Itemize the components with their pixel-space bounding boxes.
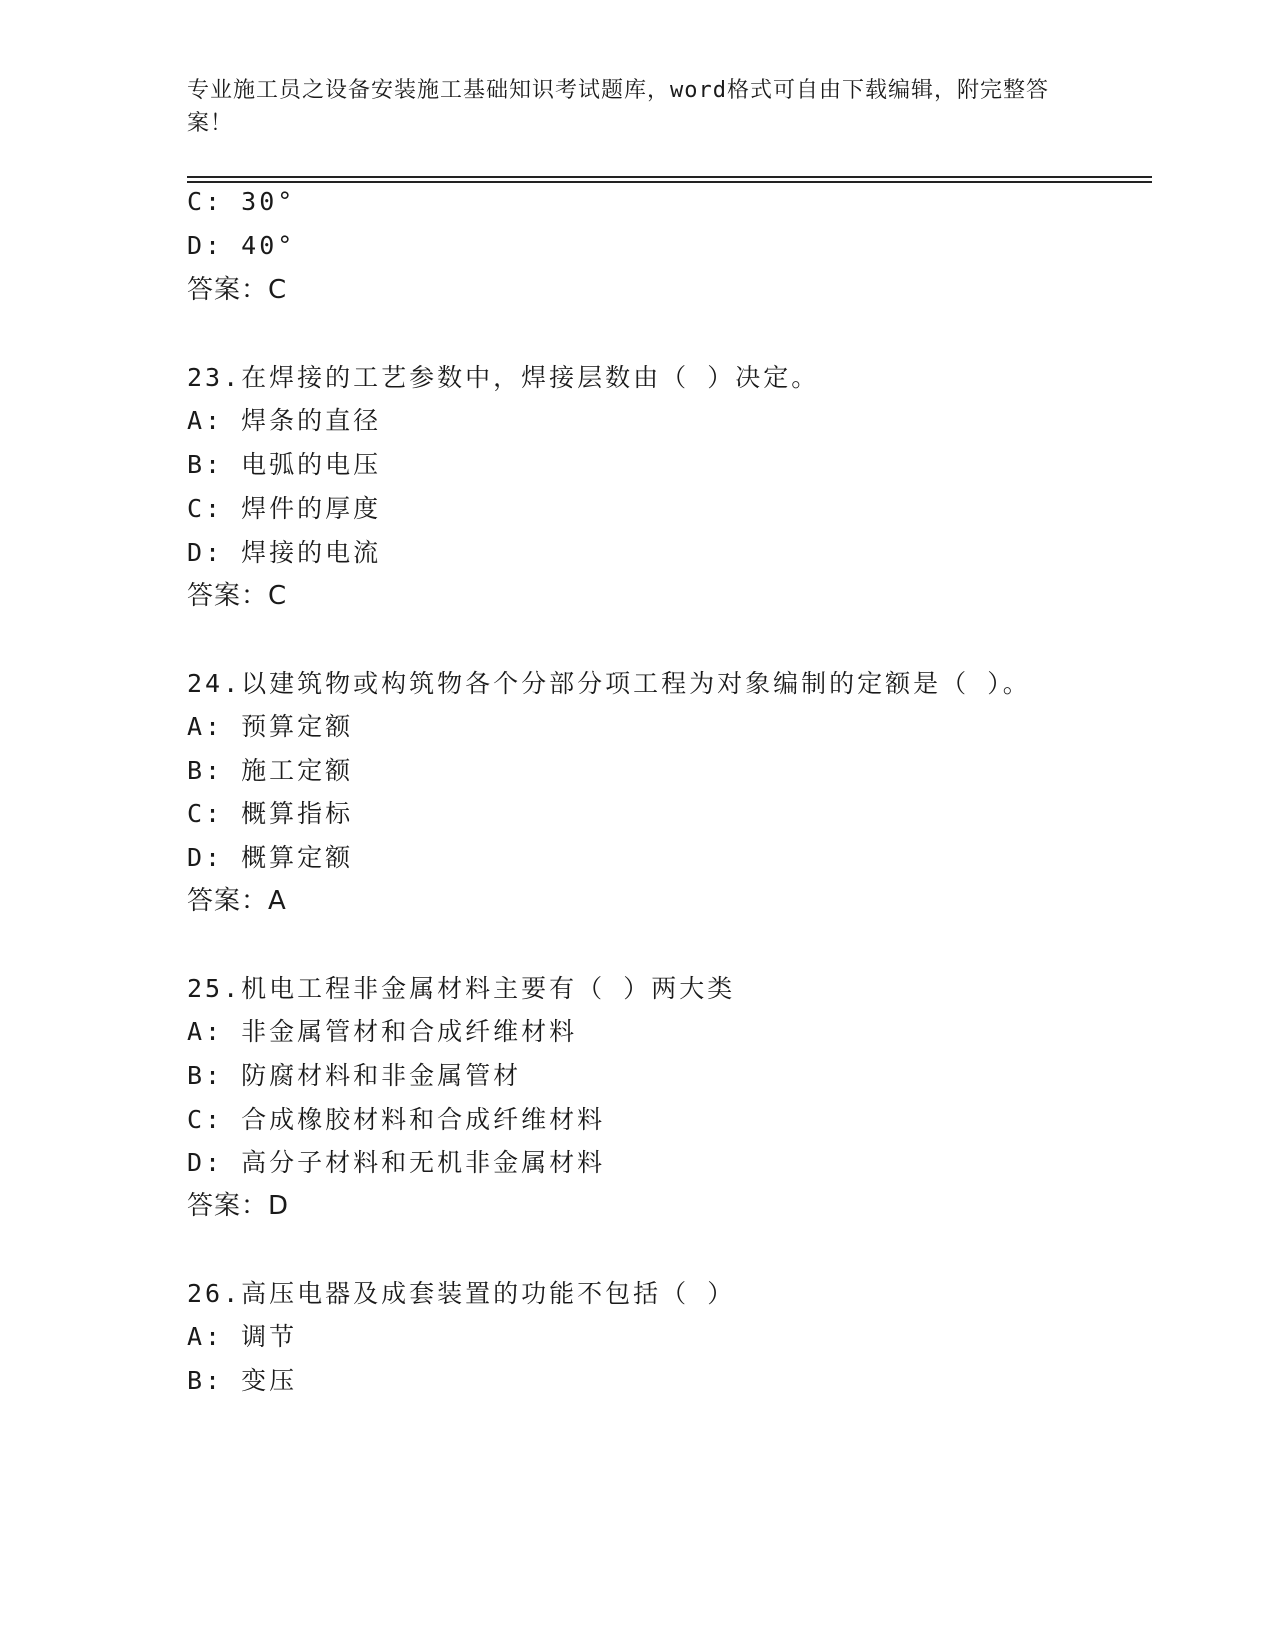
question-26: 26.高压电器及成套装置的功能不包括（ ） [187, 1279, 736, 1308]
question-25: 25.机电工程非金属材料主要有（ ）两大类 [187, 974, 736, 1003]
option-c: C: 概算指标 [187, 799, 354, 828]
option-b: B: 变压 [187, 1366, 298, 1395]
option-c: C: 合成橡胶材料和合成纤维材料 [187, 1105, 606, 1134]
document-header: 专业施工员之设备安装施工基础知识考试题库，word格式可自由下载编辑，附完整答案！ [187, 78, 1049, 136]
option-d: D: 高分子材料和无机非金属材料 [187, 1148, 606, 1177]
question-23: 23.在焊接的工艺参数中，焊接层数由（ ）决定。 [187, 363, 820, 392]
question-24: 24.以建筑物或构筑物各个分部分项工程为对象编制的定额是（ ）。 [187, 669, 1031, 698]
option-a: A: 调节 [187, 1322, 298, 1351]
header-divider-thick [187, 176, 1152, 178]
option-a: A: 焊条的直径 [187, 406, 382, 435]
option-b: B: 施工定额 [187, 756, 354, 785]
option-c: C: 焊件的厚度 [187, 494, 382, 523]
option-a: A: 非金属管材和合成纤维材料 [187, 1017, 578, 1046]
answer: 答案：C [187, 275, 288, 305]
option-c: C: 30° [187, 187, 296, 216]
answer: 答案：A [187, 886, 287, 916]
option-d: D: 概算定额 [187, 843, 354, 872]
answer: 答案：D [187, 1191, 290, 1221]
option-b: B: 防腐材料和非金属管材 [187, 1061, 522, 1090]
header-divider-thin [187, 181, 1152, 183]
option-b: B: 电弧的电压 [187, 450, 382, 479]
option-d: D: 焊接的电流 [187, 538, 382, 567]
option-d: D: 40° [187, 231, 296, 260]
answer: 答案：C [187, 581, 288, 611]
option-a: A: 预算定额 [187, 712, 354, 741]
